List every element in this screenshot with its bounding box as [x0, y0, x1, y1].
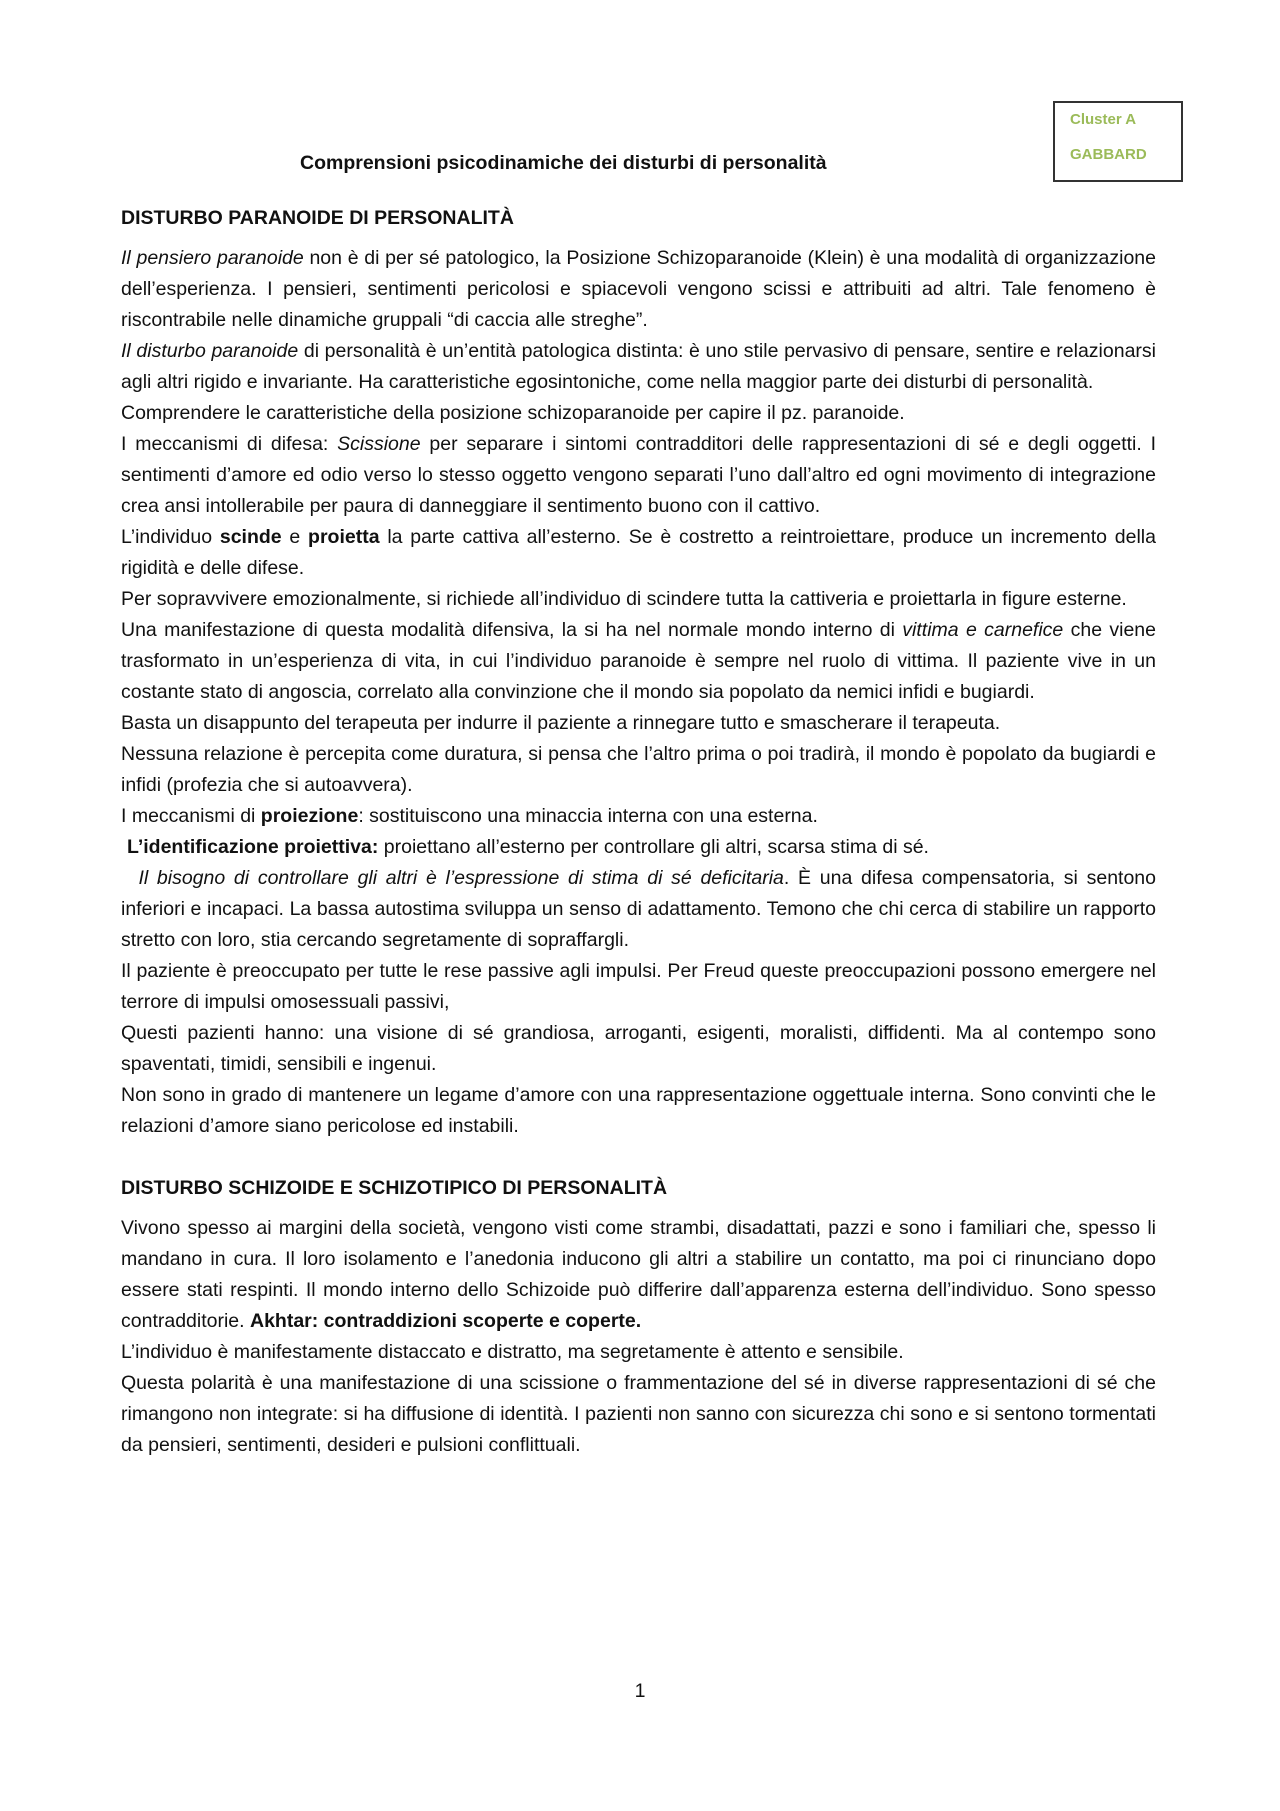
paragraph: Nessuna relazione è percepita come duratura, si pensa che l’altro prima o poi tradirà, il mondo è popolato da bugiardi e infidi (profezia che si autoavvera). — [121, 743, 1156, 796]
italic-phrase: vittima e carnefice — [902, 619, 1064, 641]
paragraph-text: I meccanismi di — [121, 805, 261, 827]
paragraph — [121, 863, 1156, 956]
paragraph-text: non è di per sé patologico, la Posizione Schizoparanoide (Klein) è una modalità di organizzazione dell’esperienza. I pensieri, sentimenti pericolosi e spiacevoli vengono scissi e attribuiti ad altri. Tale fenomeno è riscontrabile nelle dinamiche gruppali “di caccia alle streghe”. — [121, 247, 1156, 331]
cluster-label: Cluster A — [1070, 111, 1137, 128]
paragraph-text: di personalità è un’entità patologica distinta: è uno stile pervasivo di pensare, sentire e relazionarsi agli altri rigido e invariante. Ha caratteristiche egosintoniche, come nella maggior parte dei disturbi di personalità. — [121, 340, 1156, 393]
section-heading-paranoide: DISTURBO PARANOIDE DI PERSONALITÀ — [121, 207, 514, 229]
page-number: 1 — [634, 1680, 646, 1702]
paragraph-text: per separare i sintomi contradditori delle rappresentazioni di sé e degli oggetti. I sentimenti d’amore ed odio verso lo stesso oggetto vengono separati l’uno dall’altro ed ogni movimento di integrazione crea ansi intollerabile per paura di danneggiare il sentimento buono con il cattivo. — [121, 433, 1156, 517]
bold-phrase: L’identificazione proiettiva: — [127, 836, 379, 858]
paragraph — [121, 1213, 1156, 1337]
paragraph-text: L’individuo — [121, 526, 220, 548]
paragraph — [121, 832, 1156, 863]
bold-phrase: proiezione — [260, 805, 359, 827]
paragraph: Basta un disappunto del terapeuta per indurre il paziente a rinnegare tutto e smascherare il terapeuta. — [121, 712, 1001, 734]
paragraph-text: la parte cattiva all’esterno. Se è costretto a reintroiettare, produce un incremento della rigidità e delle difese. — [121, 526, 1156, 579]
paragraph-text: Una manifestazione di questa modalità difensiva, la si ha nel normale mondo interno di — [121, 619, 903, 641]
paragraph — [121, 336, 1156, 398]
paragraph-text: I meccanismi di difesa: — [121, 433, 338, 455]
paragraph — [121, 522, 1156, 584]
bold-phrase: scinde — [219, 526, 282, 548]
bold-phrase: Akhtar: contraddizioni scoperte e coperte. — [250, 1310, 642, 1332]
paragraph — [121, 615, 1156, 708]
paragraph: Questi pazienti hanno: una visione di sé grandiosa, arroganti, esigenti, moralisti, diffidenti. Ma al contempo sono spaventati, timidi, sensibili e ingenui. — [121, 1022, 1156, 1075]
paragraph — [121, 801, 1156, 832]
paragraph-text: proiettano all’esterno per controllare gli altri, scarsa stima di sé. — [378, 836, 929, 858]
paragraph: Non sono in grado di mantenere un legame d’amore con una rappresentazione oggettuale interna. Sono convinti che le relazioni d’amore siano pericolose ed instabili. — [121, 1084, 1156, 1137]
italic-phrase: Il pensiero paranoide — [121, 247, 304, 269]
italic-phrase: Scissione — [337, 433, 421, 455]
paragraph-text: e — [281, 526, 309, 548]
author-label: GABBARD — [1070, 146, 1147, 163]
paragraph-text: Vivono spesso ai margini della società, vengono visti come strambi, disadattati, pazzi e sono i familiari che, spesso li mandano in cura. Il loro isolamento e l’anedonia inducono gli altri a stabilire un contatto, ma poi ci rinunciano dopo essere stati respinti. Il mondo interno dello Schizoide può differire dall’apparenza esterna dell’individuo. Sono spesso contradditorie. — [121, 1217, 1156, 1332]
paragraph: Comprendere le caratteristiche della posizione schizoparanoide per capire il pz. paranoide. — [121, 402, 905, 424]
spacer — [121, 1142, 1156, 1173]
paragraph: Questa polarità è una manifestazione di una scissione o frammentazione del sé in diverse rappresentazioni di sé che rimangono non integrate: si ha diffusione di identità. I pazienti non sanno con sicurezza chi sono e si sentono tormentati da pensieri, sentimenti, desideri e pulsioni conflittuali. — [121, 1372, 1156, 1456]
paragraph-text: . È una difesa compensatoria, si sentono inferiori e incapaci. La bassa autostima sviluppa un senso di adattamento. Temono che chi cerca di stabilire un rapporto stretto con loro, stia cercando segretamente di sopraffargli. — [121, 867, 1156, 951]
paragraph — [121, 243, 1156, 336]
paragraph: Per sopravvivere emozionalmente, si richiede all’individuo di scindere tutta la cattiveria e proiettarla in figure esterne. — [121, 588, 1127, 610]
paragraph: Il paziente è preoccupato per tutte le rese passive agli impulsi. Per Freud queste preoccupazioni possono emergere nel terrore di impulsi omosessuali passivi, — [121, 960, 1156, 1013]
page-title: Comprensioni psicodinamiche dei disturbi di personalità — [300, 152, 827, 174]
italic-phrase: Il bisogno di controllare gli altri è l’espressione di stima di sé deficitaria — [138, 867, 784, 889]
paragraph: L’individuo è manifestamente distaccato e distratto, ma segretamente è attento e sensibile. — [121, 1341, 904, 1363]
paragraph-text: : sostituiscono una minaccia interna con una esterna. — [358, 805, 818, 827]
paragraph — [121, 429, 1156, 522]
italic-phrase: Il disturbo paranoide — [121, 340, 299, 362]
document-body — [121, 203, 1156, 1461]
paragraph-text: che viene trasformato in un’esperienza di vita, in cui l’individuo paranoide è sempre nel ruolo di vittima. Il paziente vive in un costante stato di angoscia, correlato alla convinzione che il mondo sia popolato da nemici infidi e bugiardi. — [121, 619, 1156, 703]
bold-phrase: proietta — [308, 526, 380, 548]
section-heading-schizoide: DISTURBO SCHIZOIDE E SCHIZOTIPICO DI PERSONALITÀ — [121, 1177, 668, 1199]
cluster-label-box — [1053, 101, 1183, 182]
